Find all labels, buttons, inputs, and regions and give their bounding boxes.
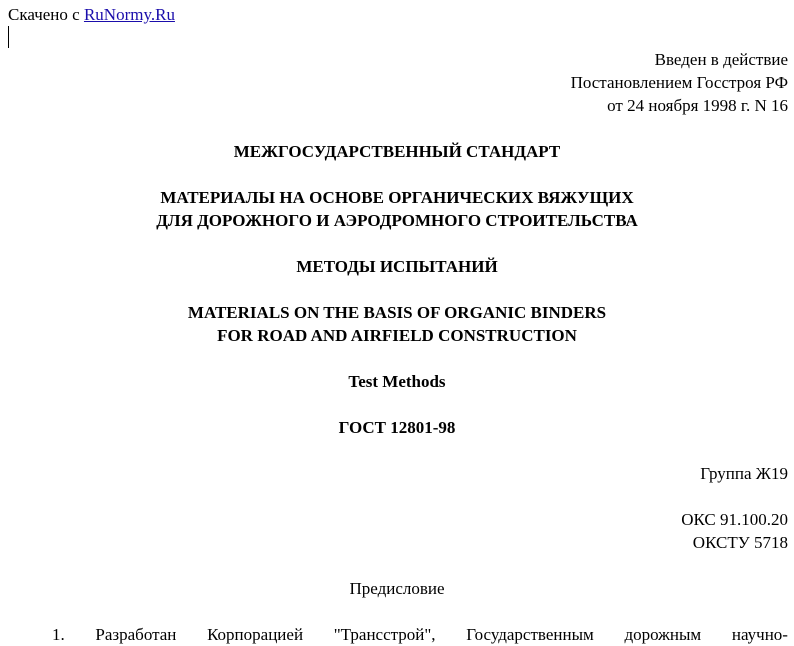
foreword-item-1-word: Государственным — [466, 625, 594, 644]
gost-number: ГОСТ 12801-98 — [338, 418, 456, 437]
standard-type-title: МЕЖГОСУДАРСТВЕННЫЙ СТАНДАРТ — [233, 142, 561, 161]
enactment-line-3: от 24 ноября 1998 г. N 16 — [607, 96, 788, 115]
foreword-item-1-word: научно- — [731, 625, 788, 644]
source-prefix: Скачено с — [8, 5, 84, 24]
text-cursor — [8, 26, 9, 48]
source-line — [8, 4, 175, 26]
enactment-line-2: Постановлением Госстроя РФ — [570, 73, 788, 92]
methods-en-title: Test Methods — [348, 372, 446, 391]
standard-name-ru-line-1: МАТЕРИАЛЫ НА ОСНОВЕ ОРГАНИЧЕСКИХ ВЯЖУЩИХ — [160, 188, 634, 207]
methods-ru-title: МЕТОДЫ ИСПЫТАНИЙ — [296, 257, 498, 276]
standard-name-ru-line-2: ДЛЯ ДОРОЖНОГО И АЭРОДРОМНОГО СТРОИТЕЛЬСТВА — [156, 211, 638, 230]
foreword-item-1 — [52, 623, 788, 646]
foreword-item-1-word: "Трансстрой", — [333, 625, 436, 644]
standard-name-en-line-1: MATERIALS ON THE BASIS OF ORGANIC BINDERS — [187, 303, 607, 322]
oks-code: ОКС 91.100.20 — [681, 510, 788, 529]
group-code: Группа Ж19 — [700, 464, 788, 483]
enactment-line-1: Введен в действие — [654, 50, 788, 69]
source-link[interactable]: RuNormy.Ru — [83, 5, 175, 24]
foreword-item-1-word: Корпорацией — [207, 625, 304, 644]
okstu-code: ОКСТУ 5718 — [692, 533, 788, 552]
foreword-heading: Предисловие — [349, 579, 445, 598]
foreword-item-1-word: дорожным — [624, 625, 702, 644]
standard-name-en-line-2: FOR ROAD AND AIRFIELD CONSTRUCTION — [217, 326, 577, 345]
foreword-item-1-word: Разработан — [95, 625, 177, 644]
foreword-item-1-word: 1. — [52, 625, 65, 644]
